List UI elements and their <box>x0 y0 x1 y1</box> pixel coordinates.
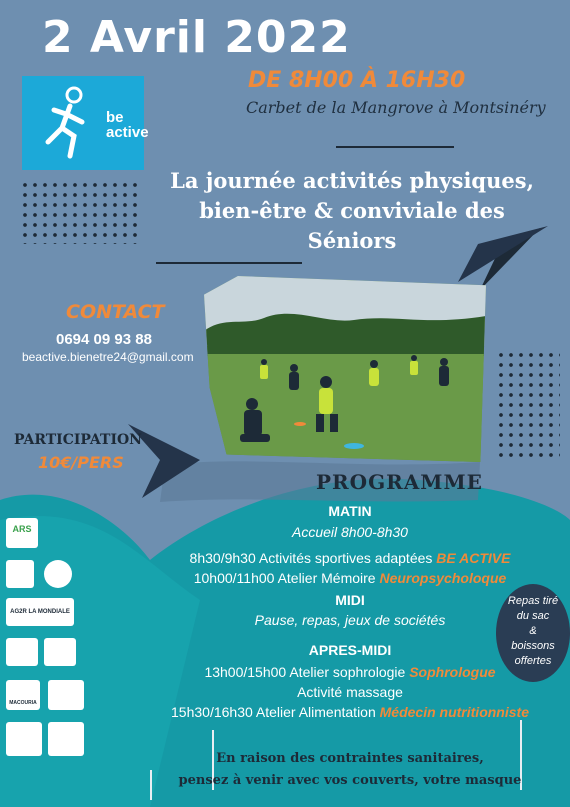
headline-line1: La journée activités physiques, <box>170 168 534 193</box>
event-venue: Carbet de la Mangrove à Montsinéry <box>246 98 546 117</box>
logo-line2: active <box>106 124 149 141</box>
programme-item <box>150 570 550 586</box>
section-midi: MIDI <box>335 592 365 608</box>
be-active-logo <box>22 76 149 170</box>
footer-line1: En raison des contraintes sanitaires, <box>216 751 484 766</box>
programme-item <box>150 684 550 700</box>
partner-logo <box>44 638 76 666</box>
item-activity: Atelier sophrologie <box>289 664 406 680</box>
badge-line: du sac <box>516 610 550 622</box>
badge-line: Repas tiré <box>507 595 559 607</box>
headline-line2: bien-être & conviviale des Séniors <box>199 198 505 253</box>
item-who: Sophrologue <box>409 664 496 680</box>
partner-logo-macouria: MACOURIA <box>6 680 40 710</box>
footer-notice <box>140 748 560 792</box>
event-date: 2 Avril 2022 <box>42 12 351 63</box>
programme-item <box>150 664 550 680</box>
partner-logo <box>44 560 72 588</box>
item-activity: Atelier Alimentation <box>255 704 376 720</box>
badge-line: & <box>529 625 537 637</box>
item-time: 15h30/16h30 <box>171 704 253 720</box>
programme-title: PROGRAMME <box>316 470 483 494</box>
partner-logo <box>6 722 42 756</box>
item-who: Médecin nutritionniste <box>379 704 529 720</box>
dot-grid-left <box>20 180 140 244</box>
contact-phone[interactable]: 0694 09 93 88 <box>56 331 152 348</box>
partner-logo <box>48 680 84 710</box>
item-time: 13h00/15h00 <box>204 664 287 680</box>
partner-logo-ars: ARS <box>6 518 38 548</box>
item-who: BE ACTIVE <box>436 550 511 566</box>
runner-icon <box>40 86 98 160</box>
lunch-badge <box>496 584 570 682</box>
programme-item <box>150 550 550 566</box>
item-time: 10h00/11h00 <box>193 570 275 586</box>
headline <box>152 166 552 256</box>
accueil-line: Accueil 8h00-8h30 <box>292 524 408 540</box>
participation-price: 10€/PERS <box>38 453 124 472</box>
item-who: Neuropsycholoque <box>379 570 507 586</box>
midi-line: Pause, repas, jeux de sociétés <box>254 612 446 628</box>
item-activity: Activités sportives adaptées <box>258 550 433 566</box>
partner-logo <box>48 722 84 756</box>
event-photo <box>204 276 486 462</box>
item-activity: Atelier Mémoire <box>277 570 376 586</box>
section-apres-midi: APRES-MIDI <box>308 642 392 658</box>
badge-line: boissons <box>511 640 555 652</box>
dot-grid-right <box>496 350 560 460</box>
footer-line2: pensez à venir avec vos couverts, votre masque <box>178 773 522 788</box>
item-time: 8h30/9h30 <box>189 550 256 566</box>
partner-logo <box>6 560 34 588</box>
programme-item <box>150 704 550 720</box>
participation-label: PARTICIPATION <box>14 432 142 448</box>
event-hours: DE 8H00 À 16H30 <box>248 68 466 93</box>
logo-line1: be <box>106 109 124 126</box>
badge-line: offertes <box>514 655 552 667</box>
item-activity: Activité massage <box>297 684 403 700</box>
partner-logo <box>6 638 38 666</box>
section-matin: MATIN <box>328 503 372 519</box>
photo-illustration <box>204 276 486 462</box>
partner-logo-ag2r: AG2R LA MONDIALE <box>6 598 74 626</box>
contact-title: CONTACT <box>66 301 165 323</box>
contact-email[interactable]: beactive.bienetre24@gmail.com <box>22 350 194 364</box>
